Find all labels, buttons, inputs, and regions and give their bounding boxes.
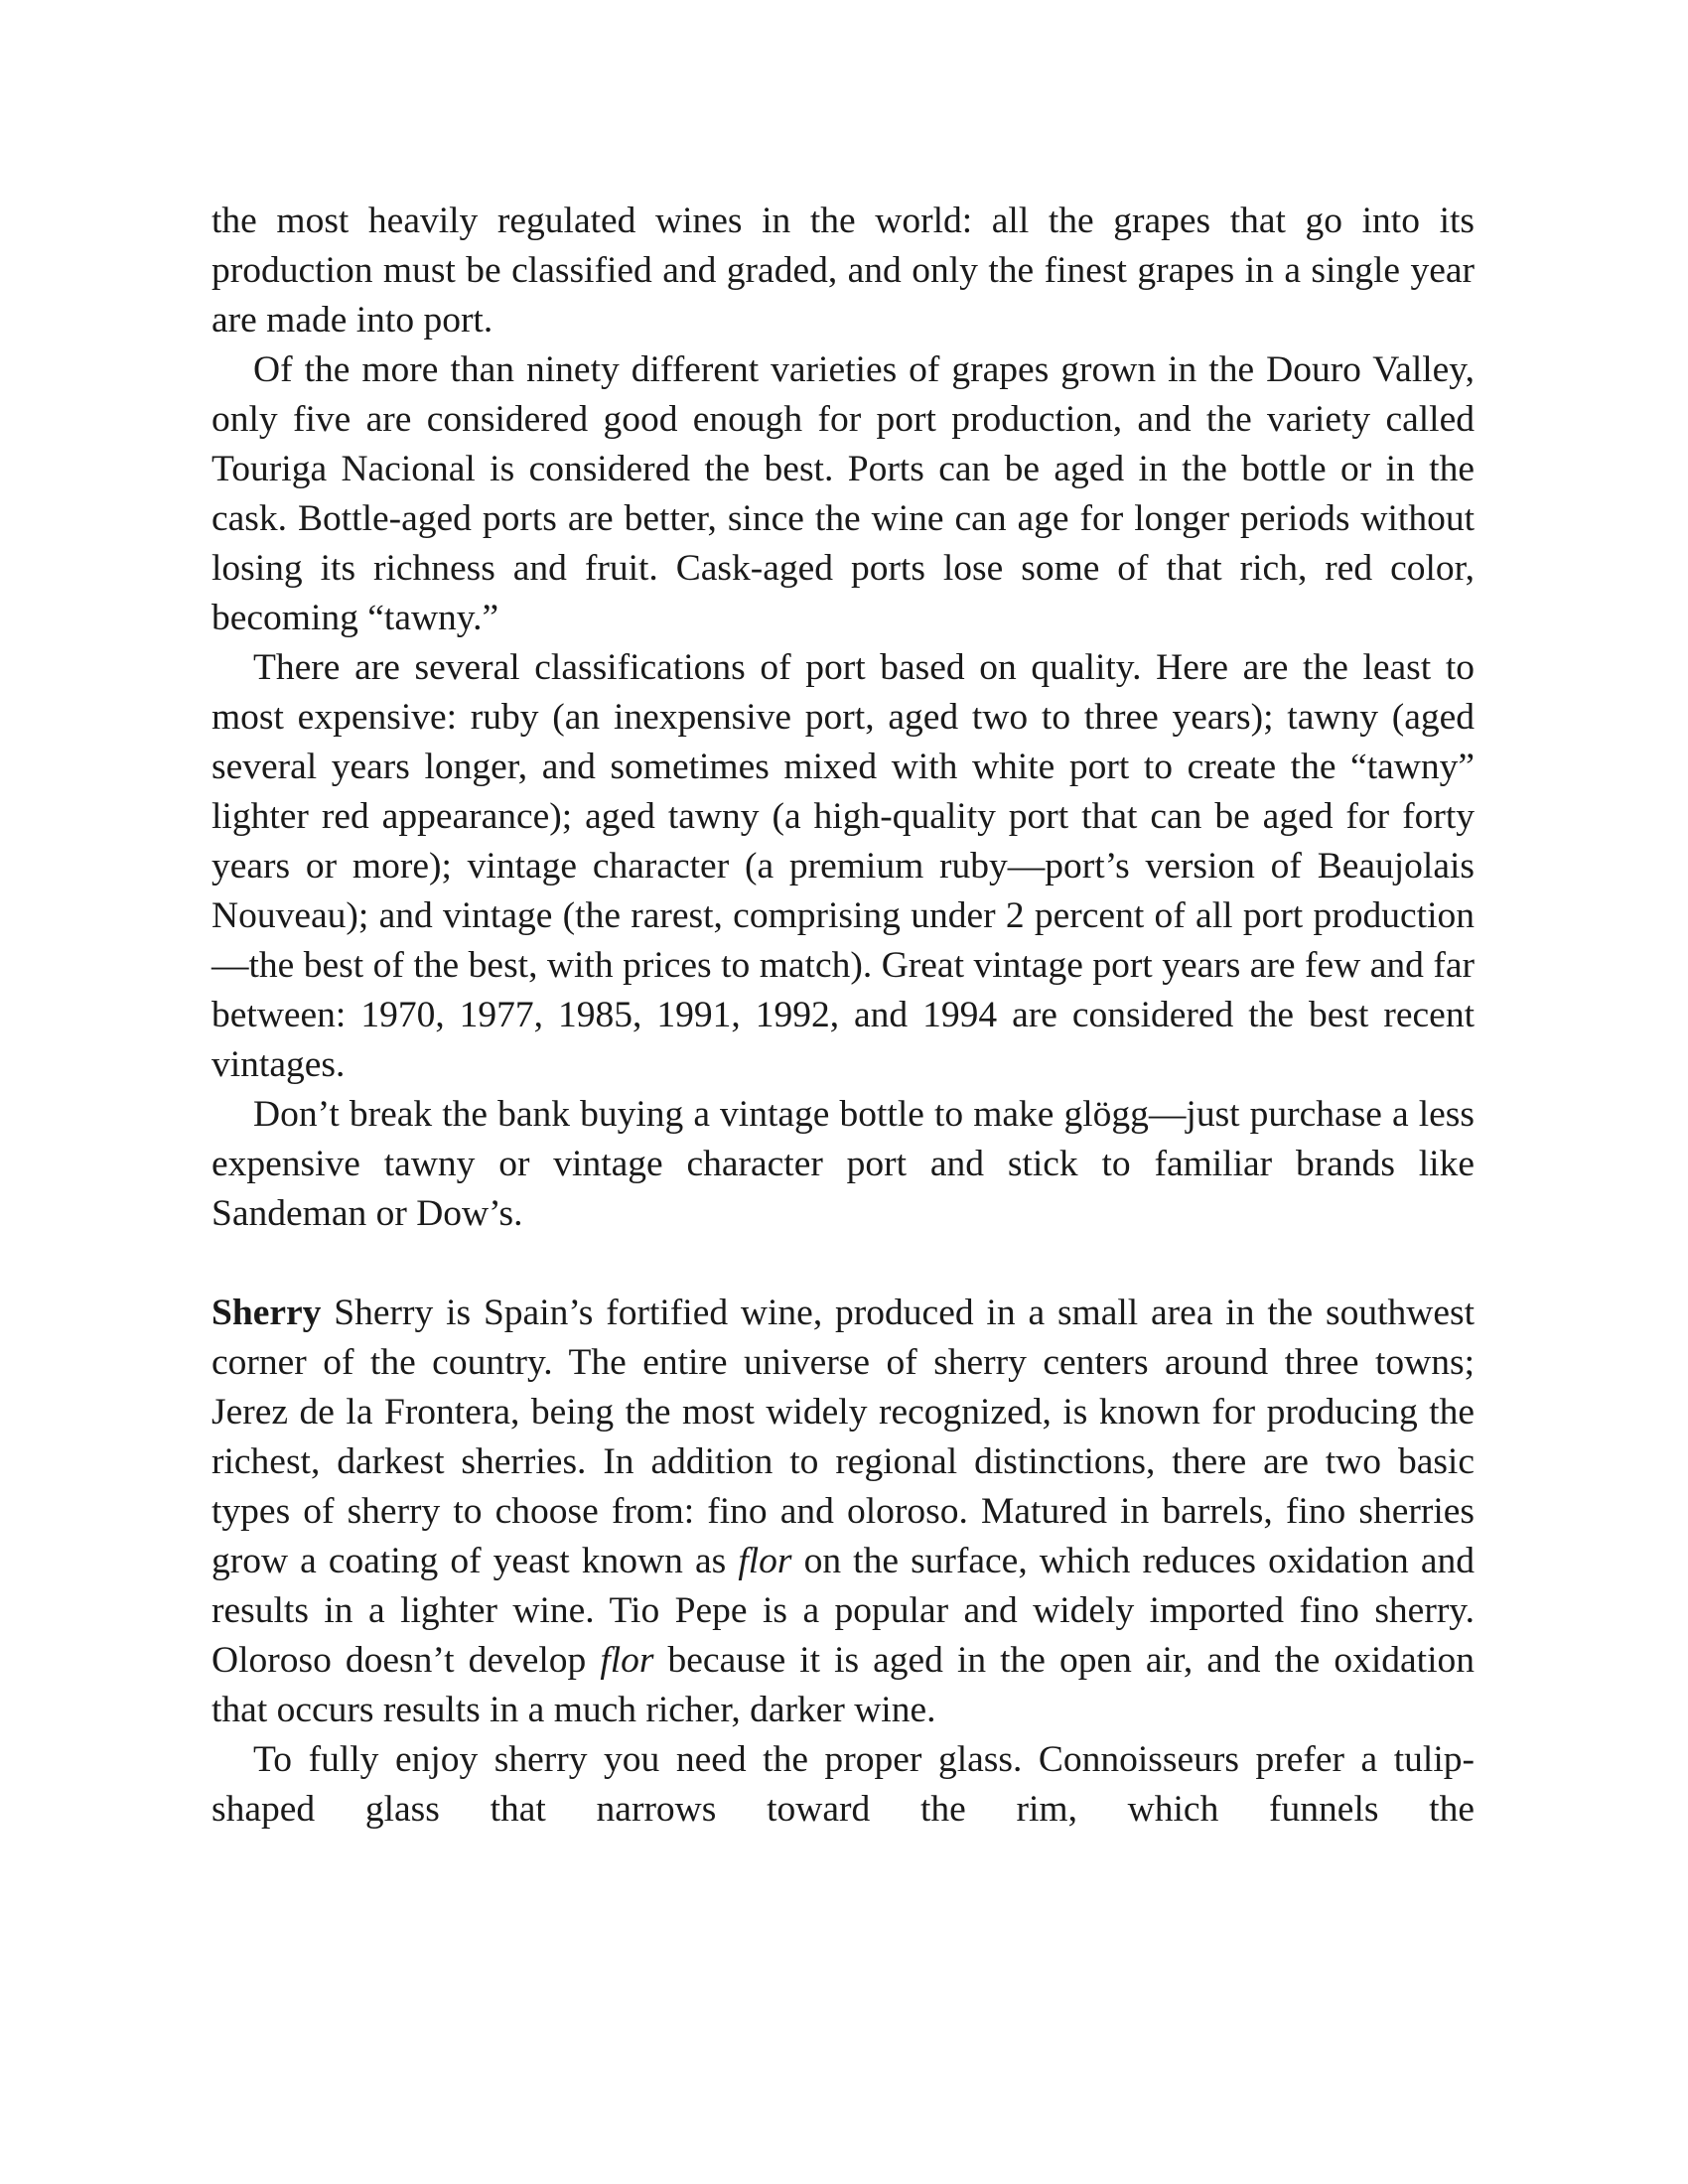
flor-term-2: flor [600, 1640, 654, 1681]
sherry-text-a: Sherry is Spain’s fortified wine, produced in a small area in the southwest corner of the country. The entire universe of sherry centers around three towns; Jerez de la Frontera, being the most widely recognized, is known for producing the richest, darkest sherries. In addition to regional distinctions, there are two basic types of sherry to choose from: fino and oloroso. Matured in barrels, fino sherries grow a coating of yeast known as [211, 1293, 1475, 1581]
sherry-text-c: because it is aged in the open air, and the oxidation that occurs results in a much richer, darker wine. [211, 1640, 1475, 1730]
sherry-paragraph-2: To fully enjoy sherry you need the proper glass. Connoisseurs prefer a tulip-shaped glass that narrows toward the rim, which funnels the [211, 1739, 1475, 1830]
page-body [211, 197, 1475, 1835]
port-paragraph-4: Don’t break the bank buying a vintage bottle to make glögg—just purchase a less expensive tawny or vintage character port and stick to familiar brands like Sandeman or Dow’s. [211, 1094, 1475, 1234]
port-paragraph-2: Of the more than ninety different varieties of grapes grown in the Douro Valley, only five are considered good enough for port production, and the variety called Touriga Nacional is considered the best. Ports can be aged in the bottle or in the cask. Bottle-aged ports are better, since the wine can age for longer periods without losing its richness and fruit. Cask-aged ports lose some of that rich, red color, becoming “tawny.” [211, 349, 1475, 638]
sherry-paragraph-1 [211, 1289, 1475, 1735]
flor-term-1: flor [738, 1541, 792, 1581]
port-paragraph-1: the most heavily regulated wines in the world: all the grapes that go into its production must be classified and graded, and only the finest grapes in a single year are made into port. [211, 201, 1475, 341]
port-paragraph-3: There are several classifications of port based on quality. Here are the least to most expensive: ruby (an inexpensive port, aged two to three years); tawny (aged several years longer, and sometimes mixed with white port to create the “tawny” lighter red appearance); aged tawny (a high-quality port that can be aged for forty years or more); vintage character (a premium ruby—port’s version of Beaujolais Nouveau); and vintage (the rarest, comprising under 2 percent of all port production—the best of the best, with prices to match). Great vintage port years are few and far between: 1970, 1977, 1985, 1991, 1992, and 1994 are considered the best recent vintages. [211, 647, 1475, 1085]
sherry-heading: Sherry [211, 1293, 322, 1333]
sherry-text-b: on the surface, which reduces oxidation and results in a lighter wine. Tio Pepe is a popular and widely imported fino sherry. Oloroso doesn’t develop [211, 1541, 1475, 1681]
section-gap [211, 1239, 1475, 1289]
